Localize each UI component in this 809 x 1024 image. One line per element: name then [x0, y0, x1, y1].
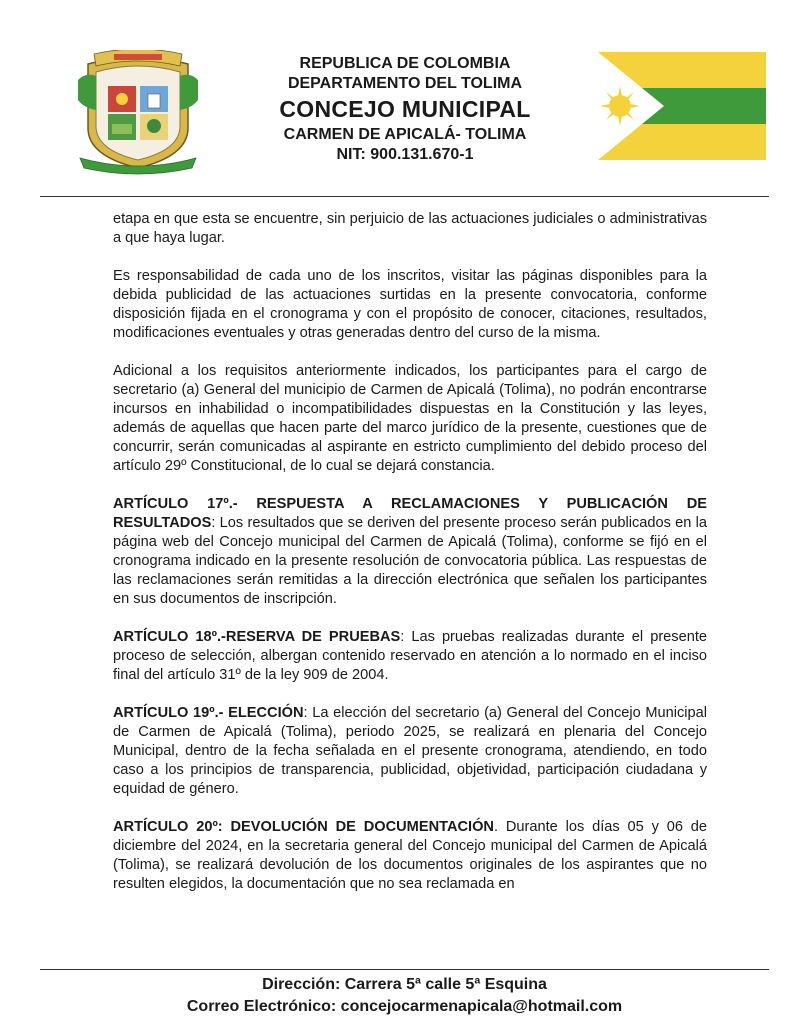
paragraph: Es responsabilidad de cada uno de los inscritos, visitar las páginas disponibles para la debida publicidad de las actuaciones surtidas en la presente convocatoria, conforme disposición fijada en el cronograma y con el propósito de conocer, citaciones, resultados, modificaciones eventuales y otras generadas dentro del curso de la misma. — [113, 268, 707, 341]
document-body — [113, 210, 707, 913]
header-country: REPUBLICA DE COLOMBIA — [299, 55, 511, 72]
header-municipality: CARMEN DE APICALÁ- TOLIMA — [283, 126, 527, 144]
article-17 — [113, 495, 707, 609]
paragraph: etapa en que esta se encuentre, sin perjuicio de las actuaciones judiciales o administrativas a que haya lugar. — [113, 211, 707, 246]
article-text: : Los resultados que se deriven del presente proceso serán publicados en la página web del Concejo municipal del Carmen de Apicalá (Tolima), conforme se fijó en el cronograma indicado en la presente resolución de convocatoria pública. Las respuestas de las reclamaciones serán remitidas a la dirección electrónica que señalen los participantes en sus documentos de inscripción. — [113, 515, 707, 607]
article-text: : Las pruebas realizadas durante el presente proceso de selección, albergan contenido reservado en atención a lo normado en el inciso final del artículo 31º de la ley 909 de 2004. — [113, 629, 707, 683]
letterhead — [0, 0, 809, 200]
footer-address: Dirección: Carrera 5ª calle 5ª Esquina — [262, 976, 547, 993]
letterhead-text — [215, 54, 595, 165]
article-title: ARTÍCULO 17º.- RESPUESTA A RECLAMACIONES Y PUBLICACIÓN DE RESULTADOS — [113, 496, 707, 531]
article-19 — [113, 704, 707, 799]
paragraph: Adicional a los requisitos anteriormente indicados, los participantes para el cargo de secretario (a) General del municipio de Carmen de Apicalá (Tolima), no podrán encontrarse incursos en inhabilidad o incompatibilidades dispuestas en la Constitución y las leyes, además de aquellas que hacen parte del marco jurídico de la presente, cuestiones que de concurrir, serán comunicadas al aspirante en estricto cumplimiento del debido proceso del artículo 29º Constitucional, de lo cual se dejará constancia. — [113, 363, 707, 474]
footer-divider — [40, 969, 769, 970]
article-20 — [113, 818, 707, 894]
article-18 — [113, 628, 707, 685]
header-nit: NIT: 900.131.670-1 — [336, 146, 474, 164]
header-divider — [40, 196, 769, 197]
footer — [0, 974, 809, 1018]
municipal-flag-icon — [598, 52, 766, 160]
header-department: DEPARTAMENTO DEL TOLIMA — [287, 75, 523, 92]
article-title: ARTÍCULO 20º: DEVOLUCIÓN DE DOCUMENTACIÓN — [113, 819, 494, 835]
article-title: ARTÍCULO 18º.-RESERVA DE PRUEBAS — [113, 629, 401, 645]
article-text: . Durante los días 05 y 06 de diciembre del 2024, en la secretaria general del Concejo municipal del Carmen de Apicalá (Tolima), se realizará devolución de los documentos originales de los aspirantes que no resulten elegidos, la documentación que no sea reclamada en — [113, 819, 707, 892]
article-title: ARTÍCULO 19º.- ELECCIÓN — [113, 705, 304, 721]
footer-email: Correo Electrónico: concejocarmenapicala@hotmail.com — [186, 998, 623, 1015]
header-institution: CONCEJO MUNICIPAL — [279, 96, 531, 122]
article-text: : La elección del secretario (a) General del Concejo Municipal de Carmen de Apicalá (Tolima), periodo 2025, se realizará en plenaria del Concejo Municipal, dentro de la fecha señalada en el presente cronograma, atendiendo, en todo caso a los principios de transparencia, publicidad, objetividad, participación ciudadana y equidad de género. — [113, 705, 708, 797]
municipal-seal-icon — [74, 50, 202, 176]
